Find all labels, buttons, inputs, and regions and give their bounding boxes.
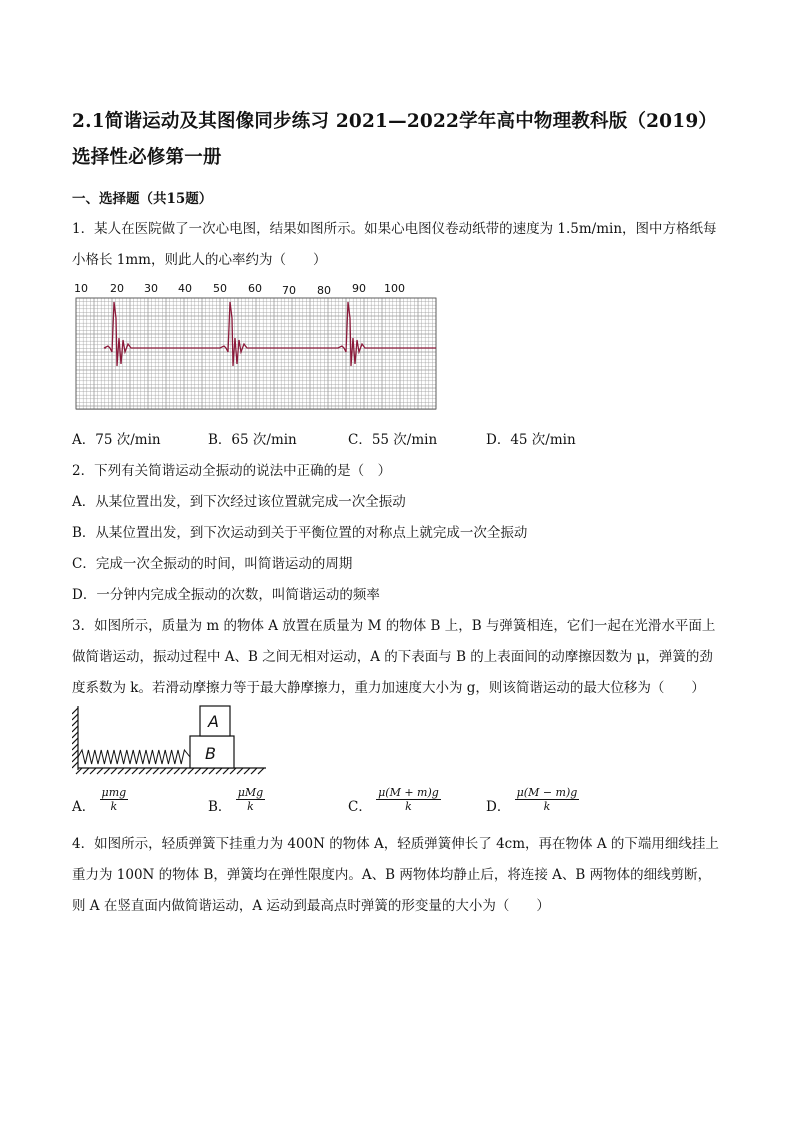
- ecg-grid: [76, 298, 436, 410]
- title-line-2: 选择性必修第一册: [72, 147, 222, 168]
- hatch-line: [72, 708, 78, 714]
- tick-label-50: 50: [213, 282, 227, 295]
- q3-stem-line-3: 度系数为 k。若滑动摩擦力等于最大静摩擦力，重力加速度大小为 g，则该简谐运动的最大位移为（ ）: [72, 680, 705, 696]
- hatch-line: [76, 768, 82, 774]
- ecg-tick-labels: [74, 282, 405, 297]
- q3-option-b-numerator: μMg: [237, 786, 264, 799]
- tick-label-20: 20: [110, 282, 124, 295]
- hatch-line: [90, 768, 96, 774]
- tick-label-30: 30: [144, 282, 158, 295]
- block-a-label: A: [208, 712, 219, 731]
- hatch-line: [72, 744, 78, 750]
- tick-label-90: 90: [352, 282, 366, 295]
- hatch-line: [153, 768, 159, 774]
- q2-option-c[interactable]: C．完成一次全振动的时间，叫简谐运动的周期: [72, 556, 353, 572]
- q1-option-c[interactable]: C．55 次/min: [348, 432, 438, 448]
- q1-option-a[interactable]: A．75 次/min: [72, 432, 161, 448]
- q1-option-d[interactable]: D．45 次/min: [486, 432, 576, 448]
- tick-label-10: 10: [74, 282, 88, 295]
- tick-label-100: 100: [384, 282, 405, 295]
- hatch-line: [202, 768, 208, 774]
- title-line-1: 2.1简谐运动及其图像同步练习 2021—2022学年高中物理教科版（2019）: [72, 111, 718, 132]
- q3-stem-line-1: 3．如图所示，质量为 m 的物体 A 放置在质量为 M 的物体 B 上，B 与弹簧相连，它们一起在光滑水平面上: [72, 618, 716, 634]
- hatch-line: [72, 732, 78, 738]
- hatch-line: [104, 768, 110, 774]
- q3-option-d-denominator: k: [543, 800, 551, 813]
- hatch-line: [209, 768, 215, 774]
- q1-option-b[interactable]: B．65 次/min: [208, 432, 297, 448]
- hatch-line: [160, 768, 166, 774]
- hatch-line: [195, 768, 201, 774]
- hatch-line: [118, 768, 124, 774]
- q2-option-b[interactable]: B．从某位置出发，到下次运动到关于平衡位置的对称点上就完成一次全振动: [72, 525, 528, 541]
- q3-option-a-numerator: μmg: [101, 786, 127, 799]
- hatch-line: [167, 768, 173, 774]
- hatch-line: [139, 768, 145, 774]
- q3-option-a-denominator: k: [110, 800, 118, 813]
- hatch-line: [72, 726, 78, 732]
- hatch-line: [237, 768, 243, 774]
- q3-option-c[interactable]: [348, 786, 441, 813]
- q3-option-c-denominator: k: [405, 800, 412, 813]
- hatch-line: [125, 768, 131, 774]
- hatch-line: [244, 768, 250, 774]
- q2-option-a[interactable]: A．从某位置出发，到下次经过该位置就完成一次全振动: [72, 494, 406, 510]
- hatch-line: [258, 768, 264, 774]
- hatch-line: [72, 750, 78, 756]
- q3-option-d[interactable]: [486, 786, 579, 813]
- hatch-line: [216, 768, 222, 774]
- hatch-line: [72, 756, 78, 762]
- hatch-line: [146, 768, 152, 774]
- hatch-line: [230, 768, 236, 774]
- q3-option-b[interactable]: [208, 786, 265, 813]
- spring-block-figure: [72, 704, 272, 778]
- hatch-line: [174, 768, 180, 774]
- hatch-line: [72, 714, 78, 720]
- q3-option-a-fraction: [100, 786, 129, 813]
- hatch-line: [72, 720, 78, 726]
- hatch-line: [251, 768, 257, 774]
- q3-stem-line-2: 做简谐运动，振动过程中 A、B 之间无相对运动，A 的下表面与 B 的上表面间的动摩擦因数为 μ，弹簧的劲: [72, 649, 713, 665]
- block-b-label: B: [205, 744, 216, 763]
- hatch-line: [181, 768, 187, 774]
- hatch-line: [97, 768, 103, 774]
- q4-stem-line-2: 重力为 100N 的物体 B，弹簧均在弹性限度内。A、B 两物体均静止后，将连接 A、B 两物体的细线剪断，: [72, 867, 712, 883]
- q3-option-c-prefix: C．: [348, 799, 372, 815]
- q4-stem-line-1: 4．如图所示，轻质弹簧下挂重力为 400N 的物体 A，轻质弹簧伸长了 4cm，再在物体 A 的下端用细线挂上: [72, 836, 719, 852]
- q1-stem-line-1: 1．某人在医院做了一次心电图，结果如图所示。如果心电图仪卷动纸带的速度为 1.5m/min，图中方格纸每: [72, 221, 717, 237]
- tick-label-80: 80: [317, 284, 331, 297]
- hatch-line: [223, 768, 229, 774]
- q3-option-c-fraction: [376, 786, 441, 813]
- tick-label-70: 70: [282, 284, 296, 297]
- q2-stem: 2．下列有关简谐运动全振动的说法中正确的是（ ）: [72, 463, 392, 479]
- section-heading: 一、选择题（共15题）: [72, 191, 213, 207]
- spring: [78, 750, 190, 764]
- hatch-line: [72, 738, 78, 744]
- document-title: [72, 104, 742, 176]
- q3-option-b-denominator: k: [247, 800, 254, 813]
- wall: [72, 706, 78, 770]
- hatch-line: [111, 768, 117, 774]
- hatch-line: [132, 768, 138, 774]
- q1-stem-line-2: 小格长 1mm，则此人的心率约为（ ）: [72, 252, 327, 268]
- tick-label-40: 40: [178, 282, 192, 295]
- q3-option-a[interactable]: [72, 786, 128, 813]
- q3-option-d-fraction: [515, 786, 580, 813]
- q3-option-a-prefix: A．: [72, 799, 96, 815]
- q3-option-b-prefix: B．: [208, 799, 232, 815]
- hatch-line: [72, 762, 78, 768]
- q3-option-c-numerator: μ(M + m)g: [378, 786, 439, 799]
- ecg-figure: [72, 280, 444, 412]
- q2-option-d[interactable]: D．一分钟内完成全振动的次数，叫简谐运动的频率: [72, 587, 380, 603]
- hatch-line: [188, 768, 194, 774]
- hatch-line: [83, 768, 89, 774]
- ground: [76, 768, 266, 774]
- q4-stem-line-3: 则 A 在竖直面内做简谐运动，A 运动到最高点时弹簧的形变量的大小为（ ）: [72, 898, 550, 914]
- q3-option-d-numerator: μ(M − m)g: [516, 786, 578, 799]
- q3-option-b-fraction: [236, 786, 265, 813]
- tick-label-60: 60: [248, 282, 262, 295]
- q3-option-d-prefix: D．: [486, 799, 511, 815]
